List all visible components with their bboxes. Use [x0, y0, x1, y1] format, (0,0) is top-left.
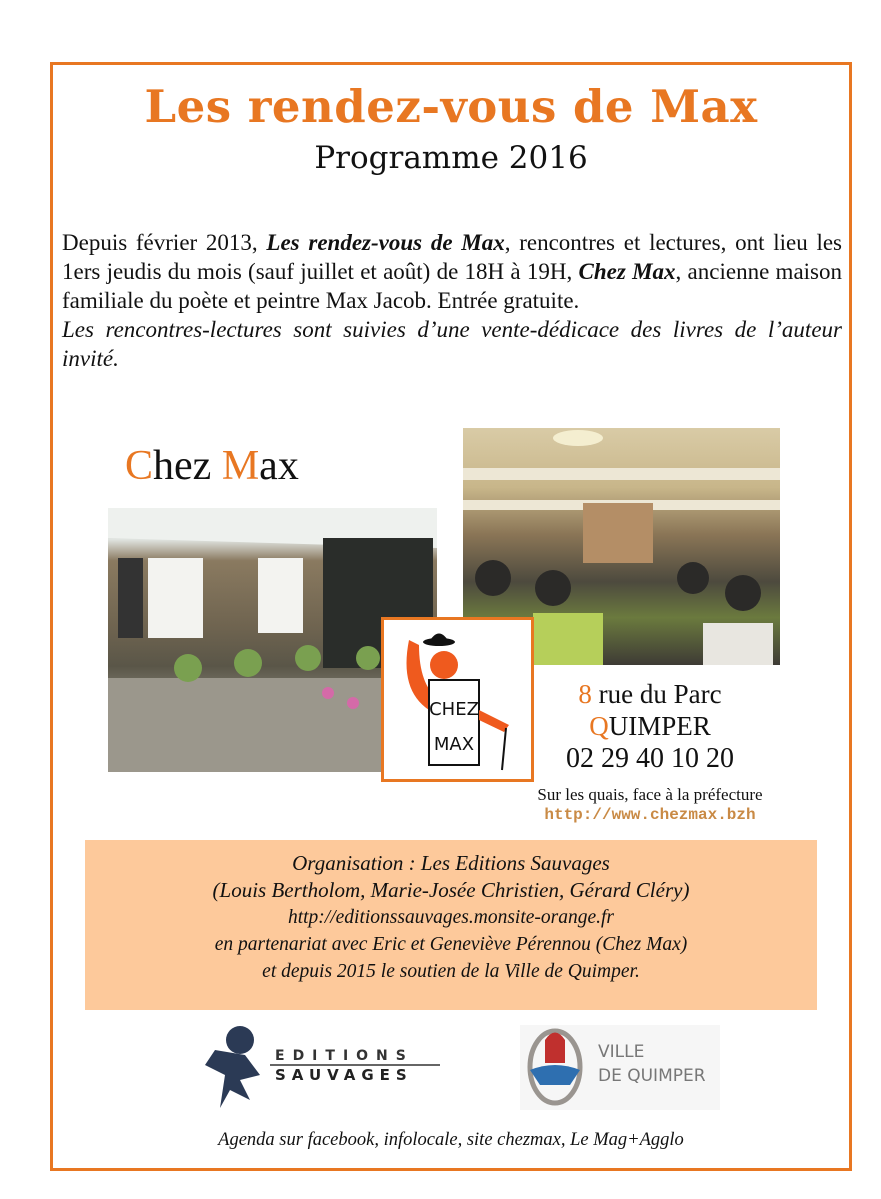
- location-note: Sur les quais, face à la préfecture: [537, 785, 763, 804]
- chez-max-logo: [381, 617, 534, 782]
- intro-part: Depuis février 2013,: [62, 230, 267, 255]
- street-address: 8 rue du Parc: [578, 679, 722, 709]
- svg-text:SAUVAGES: SAUVAGES: [275, 1066, 413, 1084]
- org-line: en partenariat avec Eric et Geneviève Pérennou (Chez Max): [214, 934, 688, 955]
- intro-emphasis: Chez Max: [578, 259, 676, 284]
- organisation-box: [85, 840, 817, 1010]
- city: QUIMPER: [589, 711, 711, 741]
- org-line: Organisation : Les Editions Sauvages: [292, 851, 610, 875]
- svg-text:MAX: MAX: [433, 734, 475, 755]
- phone: 02 29 40 10 20: [566, 743, 734, 774]
- svg-text:VILLE: VILLE: [598, 1042, 645, 1062]
- address-block: [520, 678, 780, 776]
- ville-de-quimper-logo: [520, 1025, 720, 1110]
- svg-text:DE QUIMPER: DE QUIMPER: [598, 1066, 706, 1086]
- svg-text:EDITIONS: EDITIONS: [275, 1048, 414, 1064]
- intro-text: [62, 228, 842, 373]
- intro-part: , rencontres et lectures, ont lieu les 1ers jeudis du mois (sauf juillet et août) de 18H à 19H,: [62, 230, 842, 284]
- intro-part: , ancienne maison familiale du poète et peintre Max Jacob. Entrée gratuite.: [62, 259, 842, 313]
- org-url[interactable]: http://editionssauvages.monsite-orange.fr: [287, 907, 615, 928]
- agenda-footer: Agenda sur facebook, infolocale, site chezmax, Le Mag+Agglo: [218, 1130, 684, 1150]
- svg-text:CHEZ: CHEZ: [429, 699, 479, 720]
- subtitle: Programme 2016: [314, 140, 588, 176]
- website-link[interactable]: http://www.chezmax.bzh: [544, 806, 756, 824]
- chez-max-heading: Chez Max: [125, 443, 299, 489]
- org-line: (Louis Bertholom, Marie-Josée Christien, Gérard Cléry): [212, 878, 690, 902]
- intro-note: Les rencontres-lectures sont suivies d’une vente-dédicace des livres de l’auteur invité.: [62, 317, 842, 371]
- intro-emphasis: Les rendez-vous de Max: [266, 230, 505, 255]
- org-line: et depuis 2015 le soutien de la Ville de Quimper.: [262, 961, 640, 982]
- page-title: Les rendez-vous de Max: [144, 80, 758, 133]
- editions-sauvages-logo: [200, 1020, 450, 1110]
